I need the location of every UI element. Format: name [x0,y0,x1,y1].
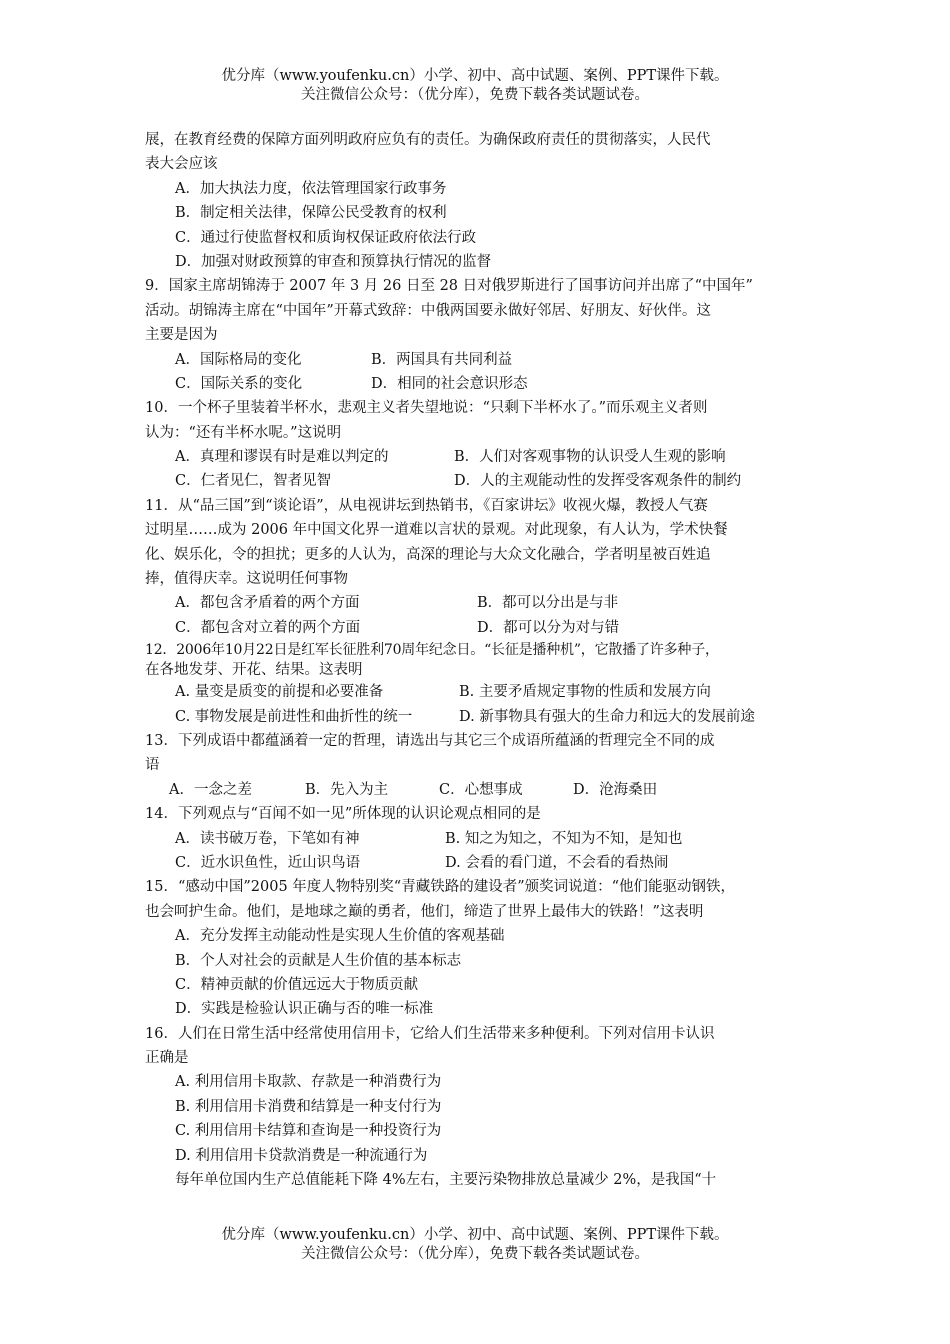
q15-option-c: C．精神贡献的价值远远大于物质贡献 [175,976,419,993]
q10-option-b: B．人们对客观事物的认识受人生观的影响 [454,449,726,466]
page-footer [0,1226,950,1264]
q14-options-row-1 [145,827,817,851]
q12-options-row-1 [145,680,817,704]
q13-stem-line-1: 13．下列成语中都蕴涵着一定的哲理，请选出与其它三个成语所蕴涵的哲理完全不同的成 [145,732,715,749]
q12-options-row-2 [145,705,817,729]
q9-stem-line-2: 活动。胡锦涛主席在“中国年”开幕式致辞：中俄两国要永做好邻居、好朋友、好伙伴。这 [145,302,711,319]
q14-options-row-2 [145,851,817,875]
q14-stem-line-1: 14．下列观点与“百闻不如一见”所体现的认识论观点相同的是 [145,806,541,823]
q11-options-row-2 [145,616,817,640]
q11-option-a: A．都包含矛盾着的两个方面 [175,595,360,612]
q16-option-b: B. 利用信用卡消费和结算是一种支付行为 [175,1098,442,1115]
q16-stem-line-1: 16．人们在日常生活中经常使用信用卡，它给人们生活带来多种便利。下列对信用卡认识 [145,1025,715,1042]
q13-option-b: B．先入为主 [305,781,389,798]
q9-stem-line-1: 9．国家主席胡锦涛于 2007 年 3 月 26 日至 28 日对俄罗斯进行了国事访问并出席了“中国年” [145,278,753,295]
q14-option-a: A．读书破万卷，下笔如有神 [175,830,360,847]
q12-option-d: D. 新事物具有强大的生命力和远大的发展前途 [459,708,755,725]
q10-stem-line-2: 认为：“还有半杯水呢。”这说明 [145,424,342,441]
q13-option-c: C．心想事成 [439,781,523,798]
q12-option-a: A. 量变是质变的前提和必要准备 [175,684,384,701]
q11-option-d: D．都可以分为对与错 [477,619,620,636]
q11-stem-line-4: 捧，值得庆幸。这说明任何事物 [145,571,348,588]
q16-option-c: C. 利用信用卡结算和查询是一种投资行为 [175,1123,442,1140]
q8-option-d: D．加强对财政预算的审查和预算执行情况的监督 [175,253,492,270]
q8-option-a: A．加大执法力度，依法管理国家行政事务 [175,180,447,197]
q9-option-d: D．相同的社会意识形态 [371,375,528,392]
q16-option-a: A. 利用信用卡取款、存款是一种消费行为 [175,1074,442,1091]
q9-options-row-2 [145,372,817,396]
q8-stem-line-2: 表大会应该 [145,156,218,173]
q11-stem-line-2: 过明星……成为 2006 年中国文化界一道难以言状的景观。对此现象，有人认为，学术快餐 [145,522,728,539]
q11-stem-line-1: 11．从“品三国”到“谈论语”，从电视讲坛到热销书，《百家讲坛》收视火爆，教授人气赛 [145,497,708,514]
footer-line-2: 关注微信公众号：（优分库），免费下载各类试题试卷。 [301,1246,649,1262]
q16-option-d: D. 利用信用卡贷款消费是一种流通行为 [175,1147,428,1164]
q12-option-c: C. 事物发展是前进性和曲折性的统一 [175,708,413,725]
q13-option-d: D．沧海桑田 [573,781,658,798]
q10-stem-line-1: 10．一个杯子里装着半杯水，悲观主义者失望地说：“只剩下半杯水了。”而乐观主义者则 [145,400,708,417]
q14-option-c: C．近水识鱼性，近山识鸟语 [175,854,361,871]
q14-option-d: D. 会看的看门道，不会看的看热闹 [445,854,669,871]
q11-option-b: B．都可以分出是与非 [477,595,619,612]
q9-stem-line-3: 主要是因为 [145,327,218,344]
document-body [145,128,817,1192]
q9-option-c: C．国际关系的变化 [175,375,303,392]
q16-stem-line-2: 正确是 [145,1050,189,1067]
q12-stem-line-1: 12．2006年10月22日是红军长征胜利70周年纪念日。“长征是播种机”，它散播了许多种子， [145,642,719,659]
q15-stem-line-2: 也会呵护生命。他们，是地球之巅的勇者，他们，缔造了世界上最伟大的铁路！”这表明 [145,903,704,920]
q11-options-row-1 [145,591,817,615]
q10-option-c: C．仁者见仁，智者见智 [175,473,332,490]
footer-line-1: 优分库（www.youfenku.cn）小学、初中、高中试题、案例、PPT课件下载。 [221,1227,729,1243]
q10-options-row-2 [145,469,817,493]
q10-option-d: D．人的主观能动性的发挥受客观条件的制约 [454,473,742,490]
q15-option-d: D．实践是检验认识正确与否的唯一标准 [175,1001,434,1018]
page-header [0,67,950,105]
q11-stem-line-3: 化、娱乐化，令的担扰；更多的人认为，高深的理论与大众文化融合，学者明星被百姓追 [145,546,711,563]
q13-stem-line-2: 语 [145,757,160,774]
q13-options-row [145,778,817,802]
q9-options-row-1 [145,348,817,372]
header-line-1: 优分库（www.youfenku.cn）小学、初中、高中试题、案例、PPT课件下载。 [221,68,729,84]
q8-stem-line-1: 展，在教育经费的保障方面列明政府应负有的责任。为确保政府责任的贯彻落实，人民代 [145,132,711,148]
q15-option-b: B．个人对社会的贡献是人生价值的基本标志 [175,952,462,969]
q12-option-b: B. 主要矛盾规定事物的性质和发展方向 [459,684,711,701]
q15-stem-line-1: 15．“感动中国”2005 年度人物特别奖“青藏铁路的建设者”颁奖词说道：“他们能驱动钢铁， [145,879,736,896]
q11-option-c: C．都包含对立着的两个方面 [175,619,361,636]
q8-option-b: B．制定相关法律，保障公民受教育的权利 [175,205,447,222]
q9-option-b: B．两国具有共同利益 [371,351,513,368]
q9-option-a: A．国际格局的变化 [175,351,302,368]
q10-option-a: A．真理和谬误有时是难以判定的 [175,449,389,466]
q15-option-a: A．充分发挥主动能动性是实现人生价值的客观基础 [175,928,505,945]
header-line-2: 关注微信公众号：（优分库），免费下载各类试题试卷。 [301,87,649,103]
q13-option-a: A．一念之差 [169,781,252,798]
q10-options-row-1 [145,445,817,469]
q14-option-b: B. 知之为知之，不知为不知，是知也 [445,830,683,847]
q8-option-c: C．通过行使监督权和质询权保证政府依法行政 [175,229,477,246]
q12-stem-line-2: 在各地发芽、开花、结果。这表明 [145,662,363,679]
tail-paragraph-line-1: 每年单位国内生产总值能耗下降 4%左右，主要污染物排放总量减少 2%，是我国“十 [175,1172,717,1189]
